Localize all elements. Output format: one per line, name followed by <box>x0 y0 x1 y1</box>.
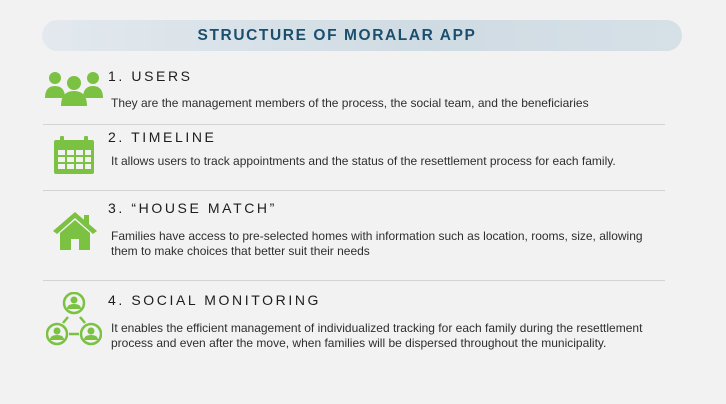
divider <box>43 124 665 125</box>
section-description: They are the management members of the process, the social team, and the beneficiaries <box>111 96 589 110</box>
section-description: It enables the efficient management of individualized tracking for each family during the resettlement process and even after the move, when families will be dispersed throughout the municipality. <box>111 321 643 350</box>
section-heading: 2. TIMELINE <box>108 129 217 145</box>
section-description: It allows users to track appointments and the status of the resettlement process for each family. <box>111 154 616 168</box>
social-network-icon <box>46 292 102 348</box>
house-icon <box>53 212 97 250</box>
page-title: STRUCTURE OF MORALAR APP <box>197 27 477 44</box>
section-heading: 3. “HOUSE MATCH” <box>108 200 277 216</box>
divider <box>43 190 665 191</box>
users-group-icon <box>44 68 104 108</box>
title-banner <box>42 20 682 51</box>
section-heading: 1. USERS <box>108 68 193 84</box>
divider <box>43 280 665 281</box>
section-heading: 4. SOCIAL MONITORING <box>108 292 322 308</box>
section-description: Families have access to pre-selected homes with information such as location, rooms, size, allowing them to make choices that better suit their needs <box>111 229 643 258</box>
calendar-icon <box>54 136 94 174</box>
